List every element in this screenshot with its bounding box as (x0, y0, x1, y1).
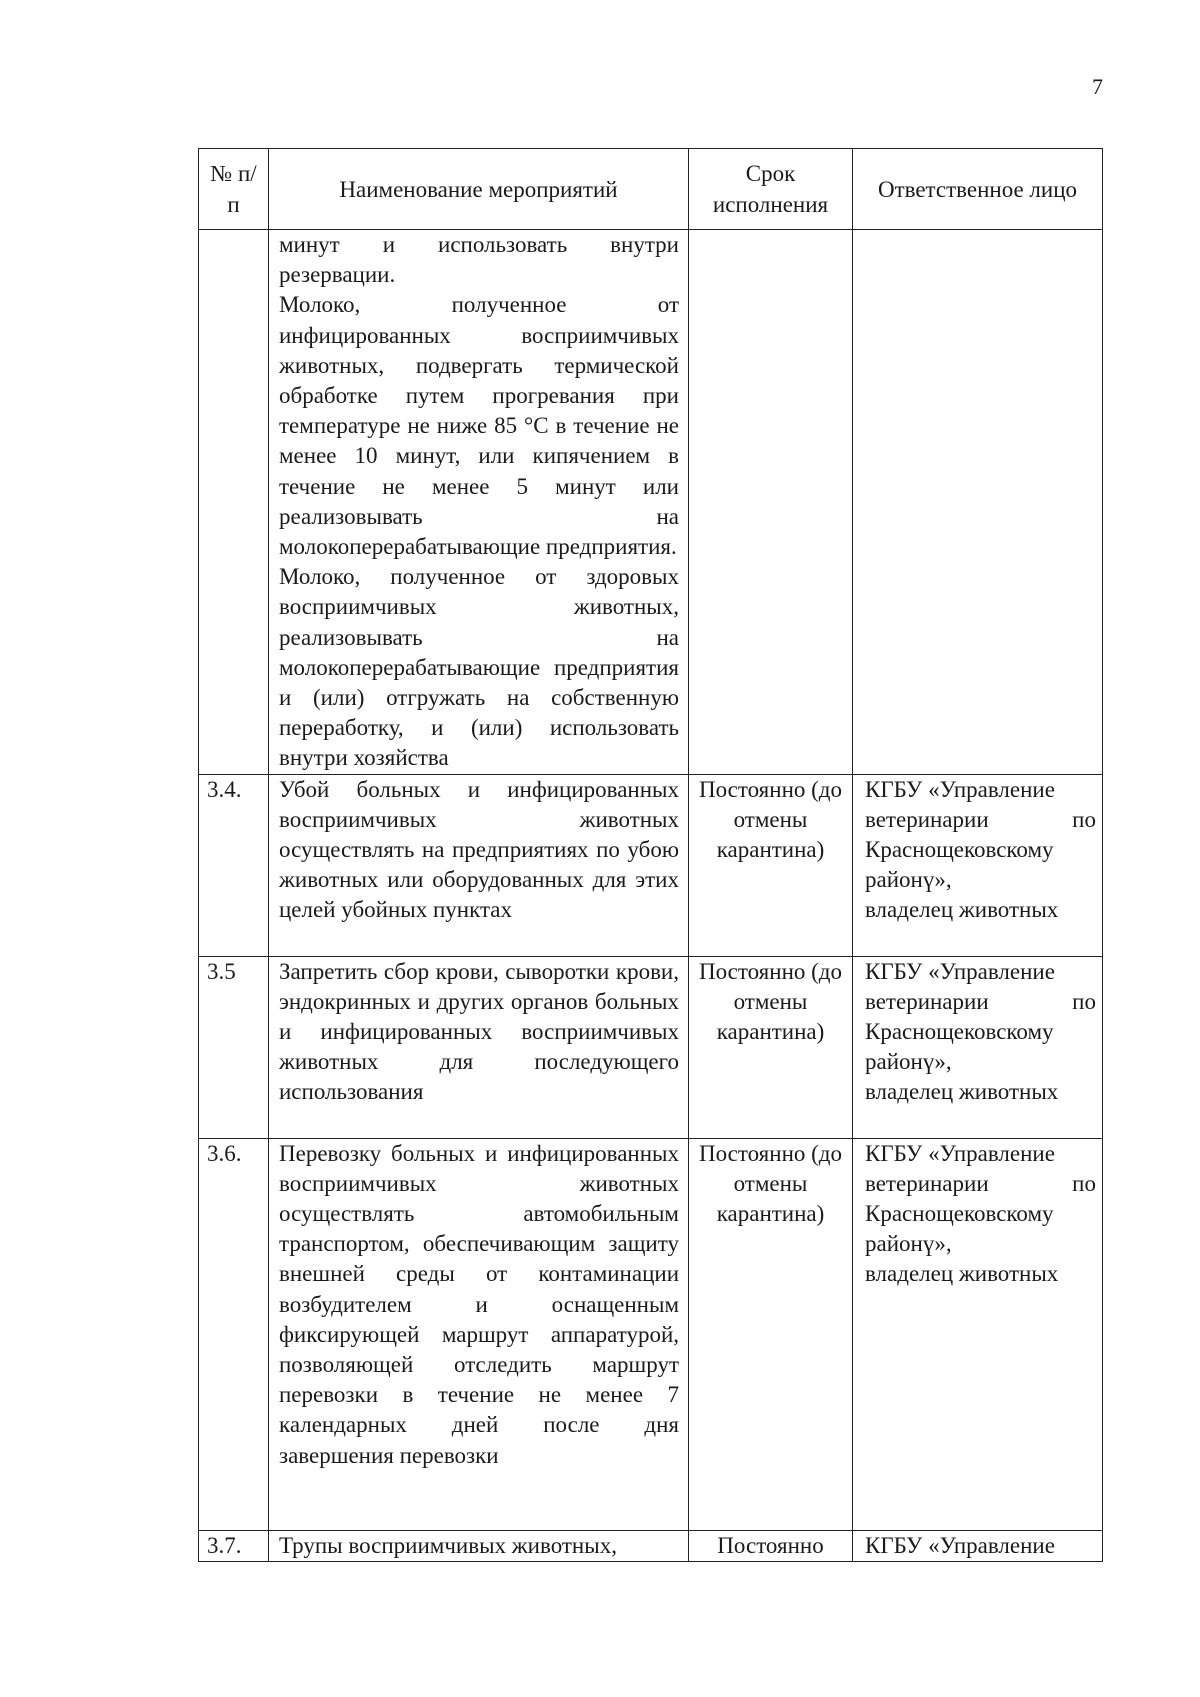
table-row (199, 1530, 1103, 1561)
header-num: № п/п (199, 149, 269, 230)
paragraph: Молоко, полученное от инфицированных восприимчивых животных, подвергать термической обработке путем прогревания при температуре не ниже 85 °С в течение не менее 10 минут, или кипячением в течение не менее 5 минут или реализовывать на молокоперерабатывающие предприятия. (279, 292, 679, 560)
row-term: Постоянно (до отмены карантина) (689, 774, 853, 956)
table-row (199, 774, 1103, 956)
row-term: Постоянно (до отмены карантина) (689, 956, 853, 1138)
table-row-continuation (199, 230, 1103, 775)
row-text (269, 230, 689, 775)
row-responsible (853, 1530, 1103, 1561)
responsible-line: КГБУ «Управление (865, 1140, 1055, 1166)
row-term: Постоянно (до отмены карантина) (689, 1138, 853, 1530)
responsible-line: владелец животных (865, 1261, 1059, 1287)
row-responsible (853, 230, 1103, 775)
row-responsible (853, 774, 1103, 956)
responsible-line: владелец животных (865, 1079, 1059, 1105)
responsible-line: КГБУ «Управление (865, 958, 1055, 984)
paragraph: Молоко, полученное от здоровых восприимчивых животных, реализовывать на молокоперерабатывающие предприятия и (или) отгружать на собственную переработку, и (или) использовать внутри хозяйства (279, 564, 679, 771)
row-text: Перевозку больных и инфицированных восприимчивых животных осуществлять автомобильным транспортом, обеспечивающим защиту внешней среды от контаминации возбудителем и оснащенным фиксирующей маршрут аппаратурой, позволяющей отследить маршрут перевозки в течение не менее 7 календарных дней после дня завершения перевозки (269, 1138, 689, 1530)
table-row (199, 1138, 1103, 1530)
paragraph: минут и использовать внутри резервации. (279, 232, 679, 288)
responsible-line: ветеринарии по (865, 806, 1096, 832)
measures-table (198, 148, 1103, 1562)
header-responsible: Ответственное лицо (853, 149, 1103, 230)
row-text: Убой больных и инфицированных восприимчивых животных осуществлять на предприятиях по убою животных или оборудованных для этих целей убойных пунктах (269, 774, 689, 956)
table-header-row (199, 149, 1103, 230)
row-num: 3.5 (199, 956, 269, 1138)
responsible-line: КГБУ «Управление (865, 776, 1055, 802)
responsible-line: владелец животных (865, 897, 1059, 923)
row-responsible (853, 1138, 1103, 1530)
responsible-line: Краснощековскому районү», (865, 837, 1054, 893)
row-num (199, 230, 269, 775)
responsible-line: КГБУ «Управление (865, 1532, 1055, 1558)
table-row (199, 956, 1103, 1138)
row-term: Постоянно (689, 1530, 853, 1561)
header-term: Срок исполнения (689, 149, 853, 230)
row-num: 3.6. (199, 1138, 269, 1530)
row-term (689, 230, 853, 775)
responsible-line: Краснощековскому районү», (865, 1019, 1054, 1075)
row-num: 3.4. (199, 774, 269, 956)
responsible-line: ветеринарии по (865, 1170, 1096, 1196)
responsible-line: Краснощековскому районү», (865, 1201, 1054, 1257)
row-responsible (853, 956, 1103, 1138)
row-text: Запретить сбор крови, сыворотки крови, эндокринных и других органов больных и инфицированных восприимчивых животных для последующего использования (269, 956, 689, 1138)
page-number: 7 (1092, 74, 1103, 99)
row-text: Трупы восприимчивых животных, (269, 1530, 689, 1561)
row-num: 3.7. (199, 1530, 269, 1561)
responsible-line: ветеринарии по (865, 988, 1096, 1014)
header-name: Наименование мероприятий (269, 149, 689, 230)
